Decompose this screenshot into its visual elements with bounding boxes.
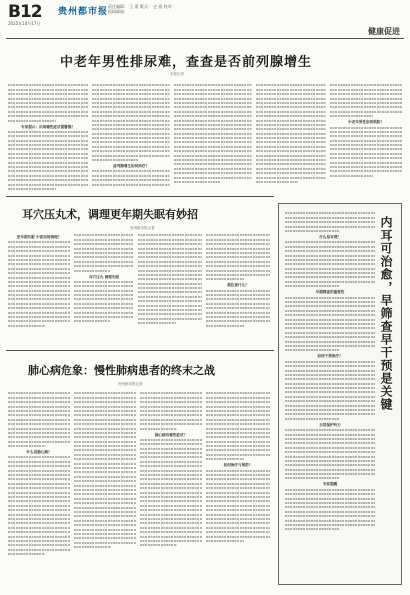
article-4-subhead-1: 什么是耳聋？	[319, 234, 341, 239]
article-1-column-1	[8, 82, 88, 190]
editor-info	[108, 4, 176, 14]
article-2-column-4	[206, 232, 270, 344]
article-2-subhead-3: 需注意什么？	[227, 283, 249, 288]
article-3-column-3	[140, 390, 202, 585]
article-1-column-2	[92, 82, 170, 190]
article-2-subhead-1: 更年期失眠 中医如何调理？	[16, 235, 62, 239]
article-3-subhead-3: 如何治疗与预防？	[223, 463, 253, 468]
article-3-subhead-1: 什么是肺心病？	[26, 450, 52, 455]
article-2-bottom-rule	[6, 350, 274, 351]
page-number: B12	[8, 2, 42, 22]
article-2-subhead-2: 耳穴压丸 调理失眠	[88, 274, 119, 279]
article-2-byline: 贵州都市报记者	[130, 226, 155, 230]
editor-names: 责任编辑： 王 燕 版式： 史 燕 校对：	[108, 4, 176, 9]
article-4-body	[285, 210, 375, 575]
article-4-subhead-5: 专家提醒	[322, 482, 338, 487]
article-1-column-4	[256, 82, 326, 190]
article-2-column-2	[74, 232, 134, 344]
article-3-column-2	[74, 390, 136, 585]
article-4-title: 内耳可治愈，早筛查早干预是关键	[379, 216, 393, 411]
article-1-column-5	[330, 82, 402, 190]
newspaper-name: 贵州都市报	[58, 7, 109, 17]
section-name: 健康促进	[368, 27, 400, 36]
submission-email: 投稿邮箱：	[108, 9, 128, 14]
sidebar-article-box	[278, 203, 402, 585]
article-1-column-3	[174, 82, 252, 190]
article-1-subhead-3: 中老年男性如何预防？	[348, 120, 384, 125]
article-3-byline: 贵州都市报记者	[118, 382, 143, 386]
article-1-byline: 本报记者	[170, 72, 184, 76]
article-2-column-1	[8, 232, 70, 344]
article-1-bottom-rule	[6, 196, 274, 197]
article-2-title: 耳穴压丸术，调理更年期失眠有妙招	[22, 208, 198, 221]
article-3-title: 肺心病危象：慢性肺病患者的终末之战	[28, 364, 215, 377]
article-1-subhead-1: 专家提示：出现哪些症状需警惕？	[21, 124, 75, 129]
article-3-subhead-2: 肺心病有哪些症状？	[154, 432, 188, 437]
article-1-subhead-2: 前列腺增生如何治疗？	[113, 164, 149, 169]
header-rule	[6, 38, 404, 39]
article-4-subhead-2: 早期筛查的重要性	[315, 290, 345, 295]
article-1-title: 中老年男性排尿难，查查是否前列腺增生	[60, 55, 313, 70]
article-3-column-4	[206, 390, 270, 585]
article-4-subhead-4: 日常保护听力	[319, 422, 341, 427]
article-4-subhead-3: 如何干预治疗？	[317, 354, 343, 359]
publish-date: 2025年10月17日	[8, 21, 41, 26]
article-3-column-1	[8, 390, 70, 585]
article-2-column-3	[138, 232, 202, 344]
